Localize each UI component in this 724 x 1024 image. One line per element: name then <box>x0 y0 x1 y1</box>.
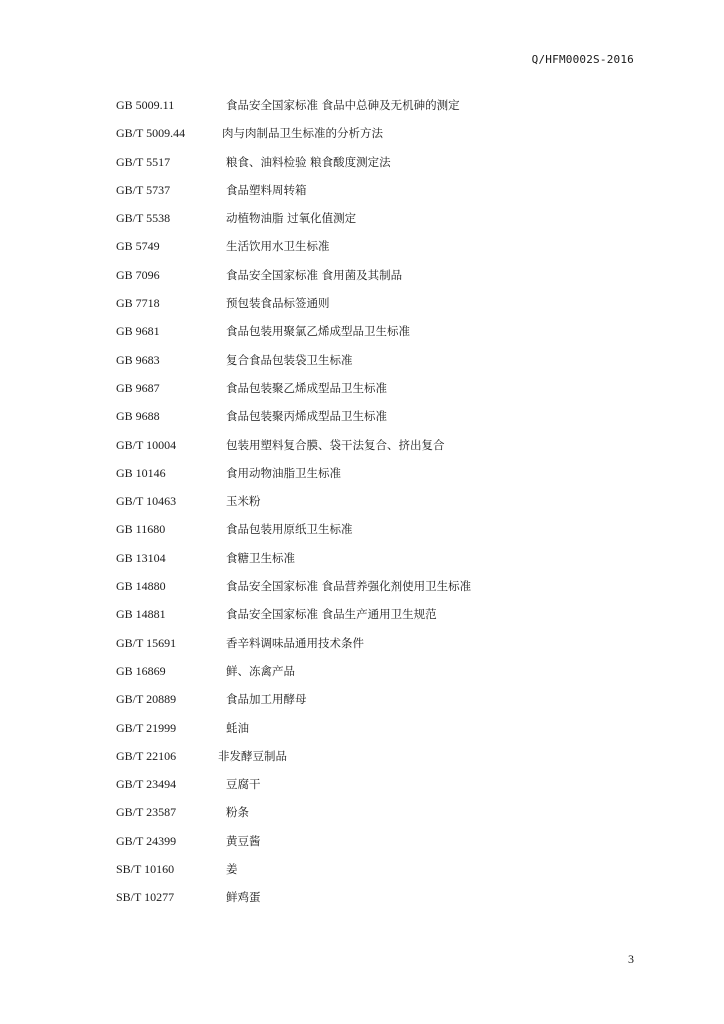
standard-title: 食用动物油脂卫生标准 <box>226 465 341 480</box>
standard-title: 姜 <box>226 862 238 877</box>
standard-title: 肉与肉制品卫生标准的分析方法 <box>222 126 383 141</box>
standard-code: GB 16869 <box>116 663 166 678</box>
standards-list <box>116 97 636 918</box>
list-item <box>116 720 636 748</box>
standard-code: GB 7096 <box>116 267 160 282</box>
list-item <box>116 323 636 351</box>
list-item <box>116 380 636 408</box>
standard-code: GB/T 10004 <box>116 437 177 452</box>
list-item <box>116 182 636 210</box>
list-item <box>116 861 636 889</box>
list-item <box>116 776 636 804</box>
standard-code: GB 11680 <box>116 522 166 537</box>
list-item <box>116 125 636 153</box>
standard-code: SB/T 10160 <box>116 862 175 877</box>
standard-title: 食糖卫生标准 <box>226 550 295 565</box>
standard-title: 动植物油脂 过氧化值测定 <box>226 211 357 226</box>
standard-title: 鲜、冻禽产品 <box>226 663 295 678</box>
list-item <box>116 889 636 917</box>
standard-code: GB 7718 <box>116 296 160 311</box>
standard-code: GB 5009.11 <box>116 98 175 112</box>
standard-code: GB/T 5517 <box>116 154 171 169</box>
list-item <box>116 352 636 380</box>
list-item <box>116 437 636 465</box>
standard-title: 食品包装聚乙烯成型品卫生标准 <box>226 380 387 395</box>
standard-code: GB 10146 <box>116 465 166 480</box>
list-item <box>116 493 636 521</box>
standard-code: GB 9683 <box>116 352 160 367</box>
standard-code: GB 9688 <box>116 409 160 424</box>
standard-title: 食品包装用聚氯乙烯成型品卫生标准 <box>226 324 410 339</box>
list-item <box>116 238 636 266</box>
standard-title: 食品安全国家标准 食品生产通用卫生规范 <box>226 607 437 622</box>
standard-title: 粉条 <box>226 805 249 820</box>
list-item <box>116 521 636 549</box>
standard-code: SB/T 10277 <box>116 890 175 905</box>
standard-title: 玉米粉 <box>226 494 261 509</box>
standard-title: 食品安全国家标准 食品营养强化剂使用卫生标准 <box>226 579 472 594</box>
page-number: 3 <box>628 952 634 966</box>
standard-code: GB 13104 <box>116 550 166 565</box>
list-item <box>116 550 636 578</box>
list-item <box>116 833 636 861</box>
list-item <box>116 635 636 663</box>
standard-title: 生活饮用水卫生标准 <box>226 239 330 254</box>
standard-title: 鲜鸡蛋 <box>226 890 261 905</box>
standard-title: 蚝油 <box>226 720 249 735</box>
standard-code: GB/T 5737 <box>116 182 171 197</box>
standard-title: 复合食品包装袋卫生标准 <box>226 352 353 367</box>
standard-code: GB 9681 <box>116 324 160 339</box>
standard-code: GB/T 23494 <box>116 777 177 792</box>
list-item <box>116 748 636 776</box>
standard-title: 粮食、油料检验 粮食酸度测定法 <box>226 154 391 169</box>
list-item <box>116 408 636 436</box>
list-item <box>116 804 636 832</box>
standard-code: GB/T 23587 <box>116 805 177 820</box>
document-code: Q/HFM0002S-2016 <box>531 53 634 66</box>
standard-title: 预包装食品标签通则 <box>226 296 330 311</box>
standard-code: GB/T 21999 <box>116 720 177 735</box>
standard-title: 食品塑料周转箱 <box>226 182 307 197</box>
standard-code: GB 9687 <box>116 380 160 395</box>
list-item <box>116 691 636 719</box>
standard-title: 香辛料调味品通用技术条件 <box>226 635 364 650</box>
list-item <box>116 663 636 691</box>
standard-title: 非发酵豆制品 <box>218 748 287 763</box>
list-item <box>116 154 636 182</box>
standard-code: GB 5749 <box>116 239 160 254</box>
list-item <box>116 97 636 125</box>
standard-code: GB/T 5009.44 <box>116 126 186 141</box>
standard-code: GB 14881 <box>116 607 166 622</box>
standard-code: GB/T 22106 <box>116 748 177 763</box>
standard-code: GB/T 5538 <box>116 211 171 226</box>
standard-code: GB/T 15691 <box>116 635 177 650</box>
list-item <box>116 465 636 493</box>
standard-title: 黄豆酱 <box>226 833 261 848</box>
standard-title: 豆腐干 <box>226 777 261 792</box>
list-item <box>116 267 636 295</box>
standard-title: 食品加工用酵母 <box>226 692 307 707</box>
standard-code: GB/T 20889 <box>116 692 177 707</box>
list-item <box>116 295 636 323</box>
standard-code: GB 14880 <box>116 579 166 594</box>
standard-title: 食品安全国家标准 食品中总砷及无机砷的测定 <box>226 98 460 112</box>
standard-code: GB/T 10463 <box>116 494 177 509</box>
standard-title: 食品安全国家标准 食用菌及其制品 <box>226 267 403 282</box>
list-item <box>116 210 636 238</box>
standard-title: 食品包装聚丙烯成型品卫生标准 <box>226 409 387 424</box>
standard-code: GB/T 24399 <box>116 833 177 848</box>
standard-title: 食品包装用原纸卫生标准 <box>226 522 353 537</box>
list-item <box>116 578 636 606</box>
list-item <box>116 606 636 634</box>
standard-title: 包装用塑料复合膜、袋干法复合、挤出复合 <box>226 437 445 452</box>
